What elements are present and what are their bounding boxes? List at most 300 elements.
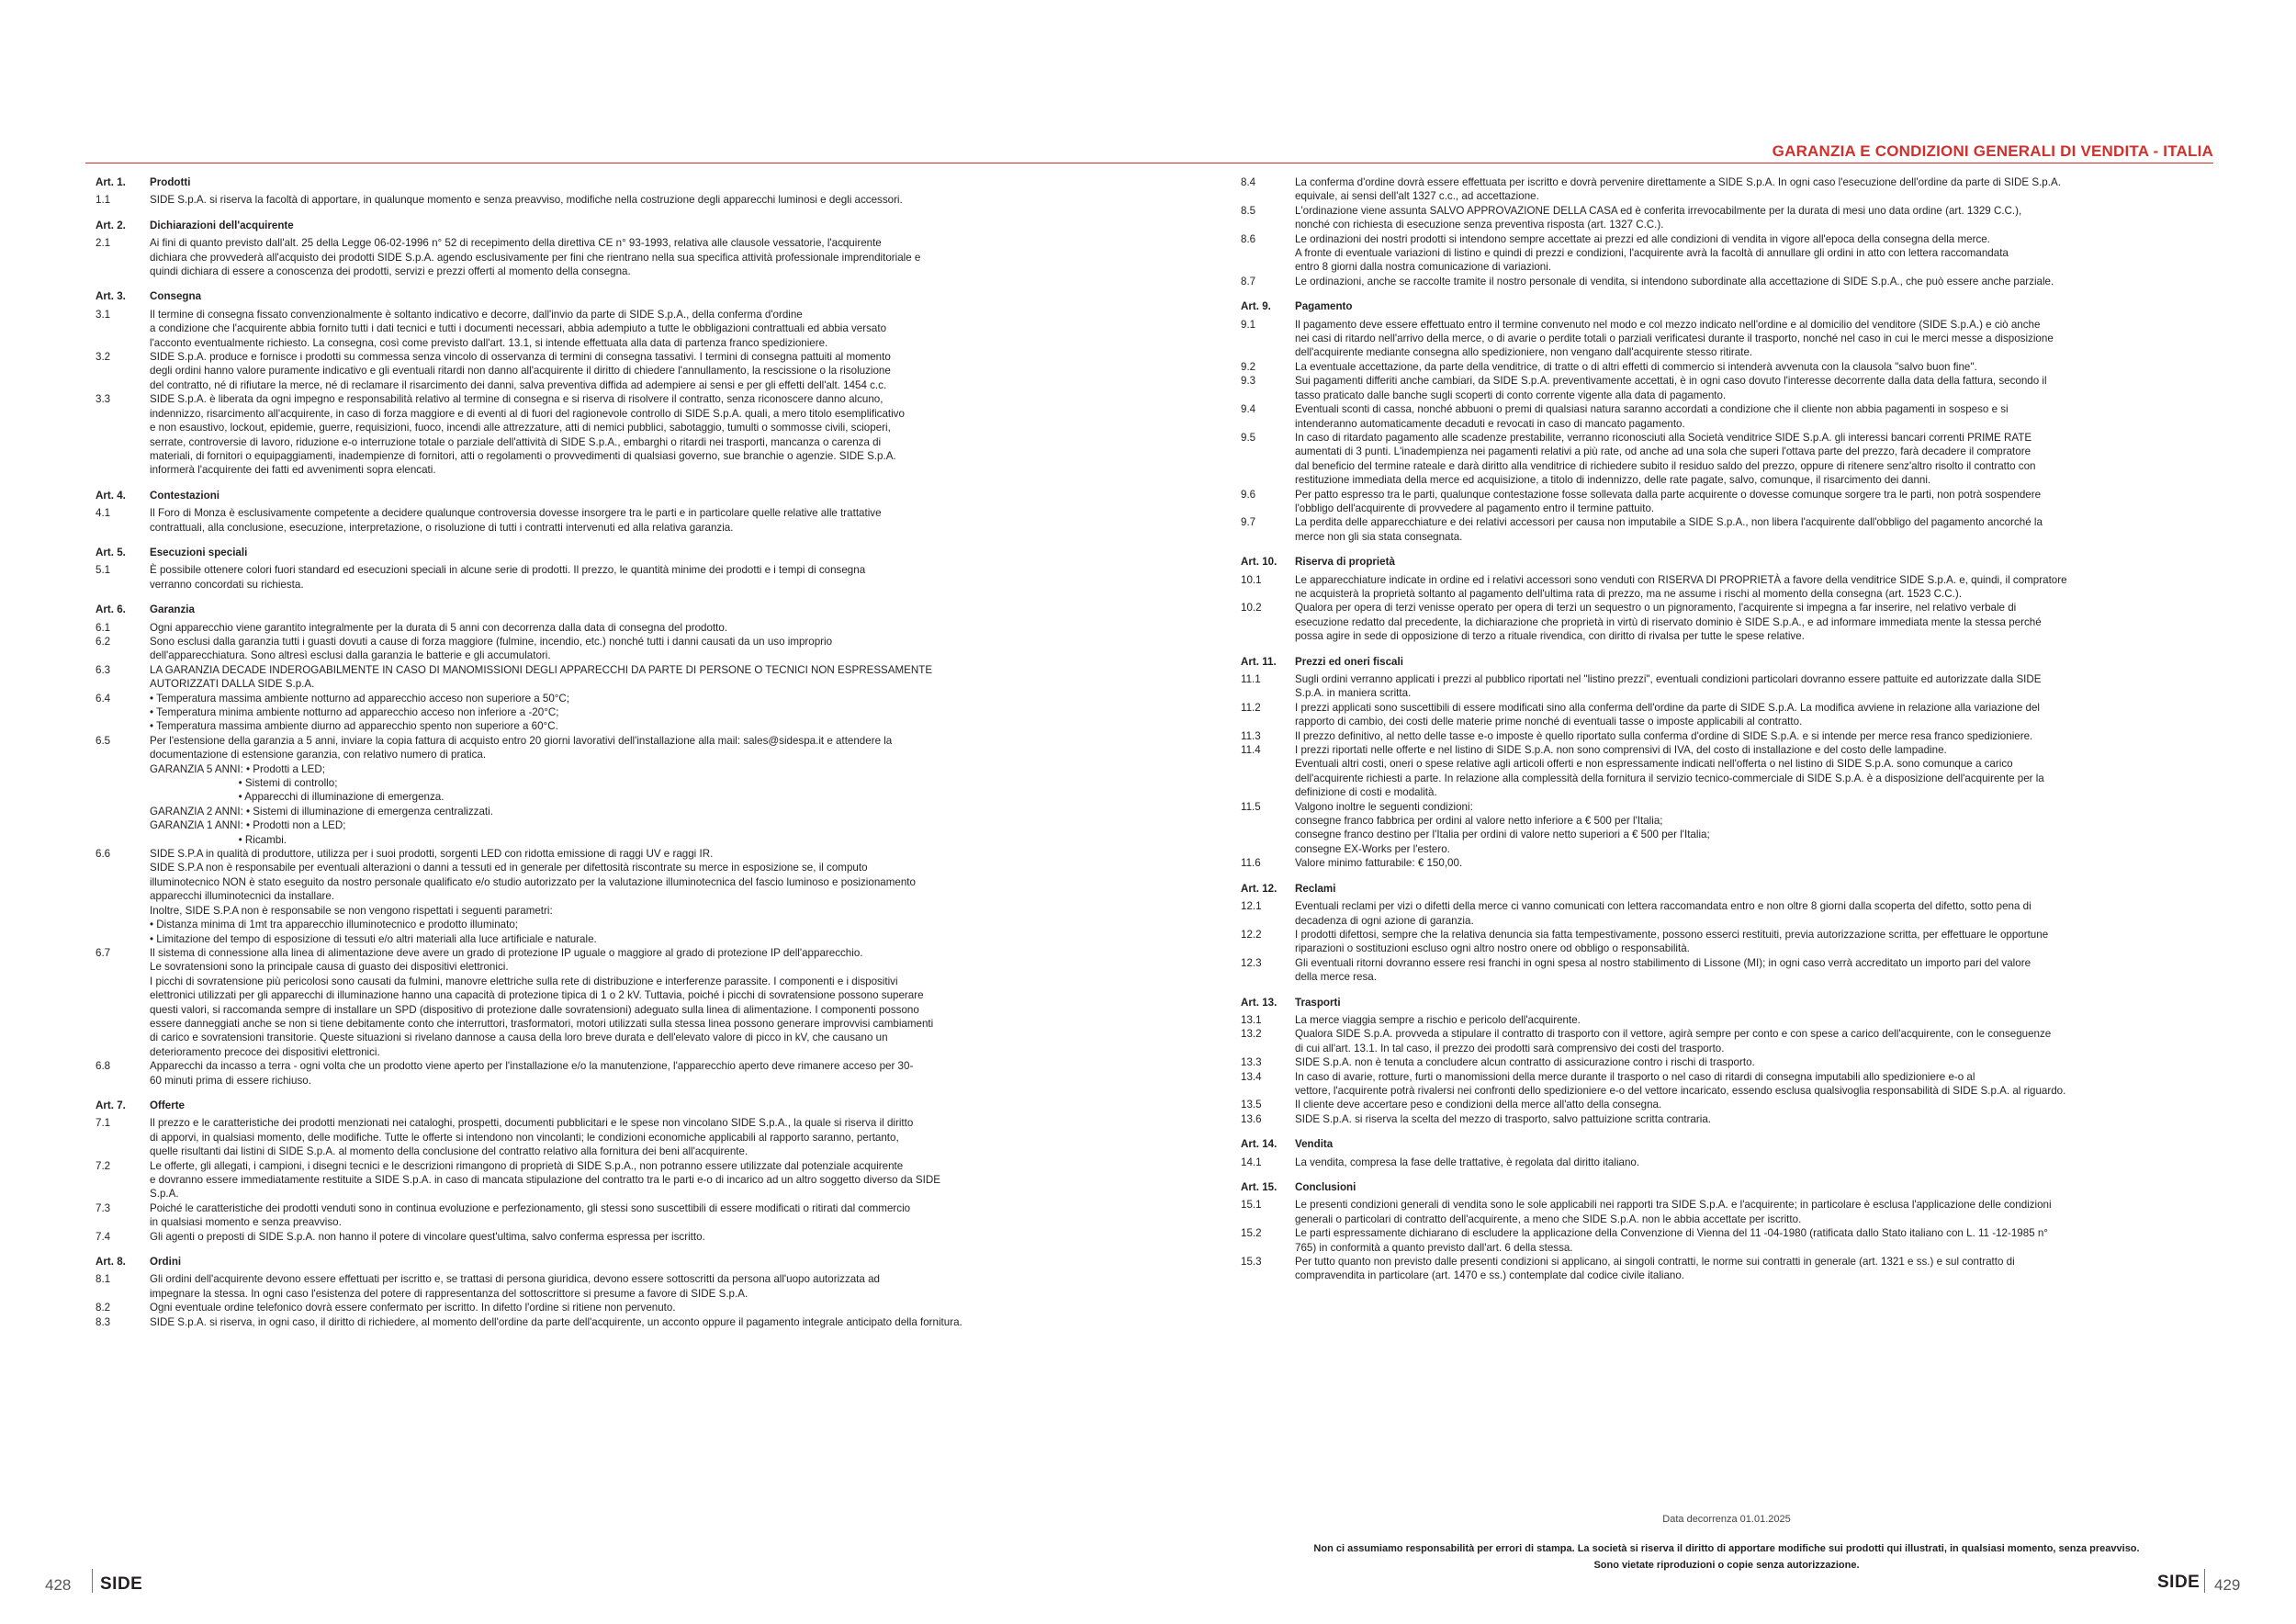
clause-text [150,308,1064,350]
clause-line: di apporvi, in qualsiasi momento, delle modifiche. Tutte le offerte si intendono non vincolanti; le condizioni economiche applicabili al rapporto saranno, pertanto, [150,1131,899,1144]
clause-number: 4.1 [96,507,111,520]
clause [1241,374,2212,402]
clause-line: dell'acquirente mediante consegna allo spedizioniere, non vengano dall'acquirente stesso ritirate. [1295,346,1753,359]
clause-number: 11.5 [1241,800,1261,813]
clause-line: dal beneficio del termine rateale e darà diritto alla venditrice di richiedere subito il residuo saldo del prezzo, oppure di ritenere senz'altro risolto il contratto con [1295,459,2036,472]
clause-text [1295,672,2212,701]
article-number: Art. 11. [1241,655,1277,668]
clause-line: • Distanza minima di 1mt tra apparecchio illuminotecnico e prodotto illuminato; [150,919,519,931]
clause-line: Ai fini di quanto previsto dall'alt. 25 della Legge 06-02-1996 n° 52 di recepimento della direttiva CE n° 93-1993, relativa alle clausole vessatorie, l'acquirente [150,237,882,250]
clause-line: I prezzi riportati nelle offerte e nel listino di SIDE S.p.A. non sono comprensivi di IVA, del costo di installazione e del costo delle lampadine. [1295,744,1947,757]
article-title: Garanzia [150,603,195,616]
clause [1241,402,2212,431]
clause-line: consegne franco fabbrica per ordini al valore netto inferiore a € 500 per l'Italia; [1295,815,1663,828]
clause-line: dell'apparecchiatura. Sono altresì esclusi dalla garanzia le batterie e gli accumulatori. [150,649,551,662]
article-number: Art. 10. [1241,556,1277,569]
clause [1241,1226,2212,1255]
page-number-left: 428 [45,1576,72,1594]
article-number: Art. 3. [96,290,126,303]
clause [1241,856,2212,870]
clause [96,1059,1064,1088]
clause [1241,573,2212,602]
clause [96,506,1064,535]
clause-line: contrattuali, alla conclusione, esecuzione, interpretazione, o risoluzione di tutti i contratti intervenuti ed alla relativa garanzia. [150,521,734,534]
clause-number: 9.3 [1241,375,1256,388]
clause-text [1295,431,2212,488]
article [96,603,1064,1088]
clause-line: ne acquisterà la proprietà soltanto al pagamento dell'ultima rata di prezzo, ma ne assume i rischi al momento della consegna (art. 1523 C.C.). [1295,587,1962,600]
clause-line: vettore, l'acquirente potrà rivalersi nei confronti dello spedizioniere e-o del vettore incaricato, essendo esclusa qualsivoglia responsabilità di SIDE S.p.A. al riguardo. [1295,1084,2066,1097]
clause-text [1295,175,2212,204]
clause-line: GARANZIA 2 ANNI: • Sistemi di illuminazione di emergenza centralizzati. [150,805,493,818]
clause-line: in qualsiasi momento e senza preavviso. [150,1216,342,1229]
clause-number: 8.1 [96,1273,111,1286]
clause [1241,899,2212,928]
clause-line: Le parti espressamente dichiarano di escludere la applicazione della Convenzione di Vienna del 11 -04-1980 (ratificata dallo Stato italiano con L. 11 -12-1985 n° [1295,1227,2048,1240]
clause-line: documentazione di estensione garanzia, con relativo numero di pratica. [150,749,487,761]
clause-line: l'acconto eventualmente richiesto. La consegna, così come previsto dall'art. 13.1, si intende effettuata alla data di partenza franco spedizioniere. [150,336,828,349]
clause [1241,956,2212,985]
clause-line: Qualora SIDE S.p.A. provveda a stipulare il contratto di trasporto con il vettore, agirà sempre per conto e con spese a carico dell'acquirente, con le conseguenze [1295,1028,2052,1041]
clause-number: 8.7 [1241,275,1256,288]
clause-line: SIDE S.p.A. si riserva, in ogni caso, il diritto di richiedere, al momento dell'ordine da parte dell'acquirente, un acconto oppure il pagamento integrale anticipato della fornitura. [150,1315,962,1328]
clause-line: Inoltre, SIDE S.P.A non è responsabile se non vengono rispettati i seguenti parametri: [150,904,553,917]
clause-line: Le presenti condizioni generali di vendita sono le sole applicabili nei rapporti tra SIDE S.p.A. e l'acquirente; in particolare è esclusa l'applicazione delle condizioni [1295,1199,2052,1212]
clause-line: • Ricambi. [150,833,287,846]
clause-line: Valore minimo fatturabile: € 150,00. [1295,857,1463,870]
right-column [1241,175,2212,1294]
clause-line: La conferma d'ordine dovrà essere effettuata per iscritto e dovrà pervenire direttamente a SIDE S.p.A. In ogni caso l'esecuzione dell'ordine da parte di SIDE S.p.A. [1295,176,2061,188]
clause [1241,729,2212,743]
clause [1241,1098,2212,1111]
article-heading [96,489,1064,502]
clause-number: 9.4 [1241,403,1256,416]
clause-line: • Apparecchi di illuminazione di emergenza. [150,791,445,804]
brand-logo-left: SIDE [100,1574,143,1594]
clause-line: Ogni eventuale ordine telefonico dovrà essere confermato per iscritto. In difetto l'ordine si ritiene non pervenuto. [150,1302,676,1314]
clause-line: In caso di ritardato pagamento alle scadenze prestabilite, verranno riconosciuti alla Società venditrice SIDE S.p.A. gli interessi bancari correnti PRIME RATE [1295,431,2032,444]
clause-line: della merce resa. [1295,971,1377,984]
clause-line: essere danneggiati anche se non si tiene debitamente conto che interruttori, trasformatori, motori utilizzati sulla stessa linea possono generare improvvisi cambiamenti [150,1017,934,1030]
clause-number: 6.1 [96,621,111,634]
clause-line: Gli eventuali ritorni dovranno essere resi franchi in ogni spesa al nostro stabilimento di Lissone (MI); in ogni caso verrà accreditato un importo pari del valore [1295,956,2032,969]
clause-line: impegnare la stessa. In ogni caso l'esistenza del potere di rappresentanza del sottoscrittore si presume a favore di SIDE S.p.A. [150,1287,748,1300]
clause-number: 12.3 [1241,956,1262,969]
clause-line: indennizzo, risarcimento all'acquirente, in caso di forza maggiore e di eventi al di fuori del ragionevole controllo di SIDE S.p.A. quali, a mero titolo esemplificativo [150,407,905,420]
clause [1241,743,2212,800]
clause-text [1295,374,2212,402]
clause [96,193,1064,207]
clause-text [150,1201,1064,1230]
clause-line: Il cliente deve accertare peso e condizioni della merce all'atto della consegna. [1295,1099,1662,1111]
clause [1241,431,2212,488]
article-number: Art. 12. [1241,882,1277,895]
clause-line: l'obbligo dell'acquirente di provvedere al pagamento entro il termine pattuito. [1295,502,1655,514]
clause-line: Per tutto quanto non previsto dalle presenti condizioni si applicano, ai singoli contratti, le norme sui contratti in generale (art. 1321 e ss.) e sul contratto di [1295,1256,2015,1269]
clause-number: 11.2 [1241,701,1261,714]
clause-line: Sui pagamenti differiti anche cambiari, da SIDE S.p.A. preventivamente accettati, è in ogni caso dovuto l'interesse decorrente dalla data della fattura, secondo il [1295,375,2047,388]
clause-number: 13.5 [1241,1099,1262,1111]
clause-number: 8.3 [96,1315,111,1328]
clause-line: SIDE S.p.A. produce e fornisce i prodotti su commessa senza vincolo di osservanza di termini di consegna tassativi. I termini di consegna pattuiti al momento [150,351,891,364]
clause-number: 8.5 [1241,204,1256,217]
clause-line: generali o particolari di contratto dell'acquirente, a meno che SIDE S.p.A. non le abbia accettate per iscritto. [1295,1212,1802,1225]
clause-text [150,506,1064,535]
clause [96,635,1064,663]
clause [1241,1156,2212,1169]
article [1241,996,2212,1127]
clause-line: La merce viaggia sempre a rischio e pericolo dell'acquirente. [1295,1013,1581,1026]
clause-line: A fronte di eventuale variazioni di listino e quindi di prezzi e condizioni, l'acquirente avrà la facoltà di annullare gli ordini in atto con lettera raccomandata [1295,247,2009,260]
clause [1241,175,2212,204]
clause-line: aumentati di 3 punti. L'inadempienza nei pagamenti relativi a più rate, od anche ad una sola che superi l'ottava parte del prezzo, farà decadere il compratore [1295,445,2032,458]
clause-text [150,692,1064,734]
clause-line: SIDE S.P.A non è responsabile per eventuali alterazioni o danni a tessuti ed in generale per difettosità riscontrate su merce in esposizione se, il computo [150,862,868,874]
clause-line: decadenza di ogni azione di garanzia. [1295,914,1474,927]
clause-number: 8.2 [96,1302,111,1314]
clause-line: SIDE S.P.A in qualità di produttore, utilizza per i suoi prodotti, sorgenti LED con ridotta emissione di raggi UV e raggi IR. [150,848,714,861]
clause-line: È possibile ottenere colori fuori standard ed esecuzioni speciali in alcune serie di prodotti. Il prezzo, le quantità minime dei prodotti e i tempi di consegna [150,564,866,577]
article-title: Vendita [1295,1138,1334,1151]
clause-line: La vendita, compresa la fase delle trattative, è regolata dal diritto italiano. [1295,1156,1640,1168]
clause-number: 10.2 [1241,602,1262,615]
clause-text [1295,928,2212,956]
clause-line: • Limitazione del tempo di esposizione di tessuti e/o altri materiali alla luce artificiale e naturale. [150,932,597,945]
clause-text [1295,1055,2212,1069]
clause-number: 13.6 [1241,1112,1262,1125]
article-number: Art. 13. [1241,996,1277,1009]
clause-line: verranno concordati su richiesta. [150,578,304,591]
clause [1241,488,2212,516]
clause-line: SIDE S.p.A. si riserva la scelta del mezzo di trasporto, salvo pattuizione scritta contraria. [1295,1112,1711,1125]
clause-line: Gli agenti o preposti di SIDE S.p.A. non hanno il potere di vincolare quest'ultima, salvo conferma espressa per iscritto. [150,1230,705,1243]
clause-number: 13.2 [1241,1028,1262,1041]
clause-line: a condizione che l'acquirente abbia fornito tutti i dati tecnici e tutti i documenti necessari, abbia adempiuto a tutte le obbligazioni contrattuali ed abbia versato [150,322,887,335]
clause-text [150,236,1064,278]
clause [96,308,1064,350]
clause [1241,515,2212,544]
article-heading [1241,1137,2212,1151]
article-number: Art. 15. [1241,1181,1277,1193]
clause-text [1295,856,2212,870]
clause-line: La perdita delle apparecchiature e dei relativi accessori per causa non imputabile a SIDE S.p.A., non libera l'acquirente dall'obbligo del pagamento ancorché la [1295,516,2043,529]
clause-number: 7.2 [96,1159,111,1172]
clause [1241,1255,2212,1283]
clause-line: consegne franco destino per l'Italia per ordini di valore netto superiori a € 500 per l'Italia; [1295,829,1710,841]
clause-line: di cui all'art. 13.1. In tal caso, il prezzo dei prodotti sarà comprensivo dei costi del trasporto. [1295,1042,1725,1054]
article [1241,1137,2212,1169]
clause-text [1295,601,2212,643]
clause-line: Il prezzo definitivo, al netto delle tasse e-o imposte è quello riportato sulla conferma d'ordine di SIDE S.p.A. e si intende per merce resa franco spedizioniere. [1295,729,2033,742]
clause-text [1295,275,2212,288]
clause-line: S.p.A. in maniera scritta. [1295,687,1412,700]
clause-line: Sono esclusi dalla garanzia tutti i guasti dovuti a cause di forza maggiore (fulmine, incendio, etc.) nonché tutti i danni causati da un uso improprio [150,635,833,648]
clause [96,1315,1064,1329]
clause-line: apparecchi illuminotecnici da installare. [150,890,335,903]
clause-line: merce non gli sia stata consegnata. [1295,530,1463,543]
clause-text [1295,729,2212,743]
clause-line: Il sistema di connessione alla linea di alimentazione deve avere un grado di protezione IP uguale o maggiore al grado di protezione IP dell'apparecchio. [150,946,863,959]
article-number: Art. 8. [96,1256,126,1269]
clause-line: Le offerte, gli allegati, i campioni, i disegni tecnici e le descrizioni rimangono di proprietà di SIDE S.p.A., non potranno essere utilizzate dal potenziale acquirente [150,1159,904,1172]
disclaimer-line-2: Sono vietate riproduzioni o copie senza autorizzazione. [1593,1560,1860,1571]
clause-number: 12.2 [1241,928,1262,941]
clause-text [150,392,1064,477]
clause [1241,672,2212,701]
clause-line: Poiché le caratteristiche dei prodotti venduti sono in continua evoluzione e perfezionamento, gli stessi sono suscettibili di essere modificati o ritirati dal commercio [150,1201,911,1214]
clause-line: equivale, ai sensi dell'alt 1327 c.c., ad accettazione. [1295,190,1539,203]
clause [96,946,1064,1059]
clause-number: 10.1 [1241,573,1262,586]
clause [1241,701,2212,729]
clause-number: 3.3 [96,393,111,406]
article-title: Trasporti [1295,996,1341,1009]
article [96,546,1064,592]
clause-line: Eventuali reclami per vizi o difetti della merce ci vanno comunicati con lettera raccomandata entro e non oltre 8 giorni dalla scoperta del difetto, sotto pena di [1295,900,2032,913]
clause-text [1295,1070,2212,1099]
article-title: Contestazioni [150,489,220,502]
clause-text [150,1159,1064,1201]
clause-line: Valgono inoltre le seguenti condizioni: [1295,800,1473,813]
article [96,1099,1064,1244]
clause-line: Il termine di consegna fissato convenzionalmente è soltanto indicativo e decorre, dall'invio da parte di SIDE S.p.A., della conferma d'ordine [150,308,803,321]
clause [1241,275,2212,288]
article-heading [1241,1180,2212,1194]
clause-text [1295,232,2212,275]
clause-line: illuminotecnico NON è stato eseguito da nostro personale qualificato e/o studio autorizzato per la valutazione illuminotecnica del fascio luminoso e posizionamento [150,875,916,888]
clause-number: 13.4 [1241,1070,1262,1083]
clause-number: 6.2 [96,635,111,648]
clause-text [150,663,1064,692]
clause-text [1295,360,2212,374]
clause-text [1295,1013,2212,1027]
article [1241,655,2212,871]
clause-line: SIDE S.p.A. si riserva la facoltà di apportare, in qualunque momento e senza preavviso, modifiche nella costruzione degli apparecchi luminosi e degli accessori. [150,194,903,207]
clause-line: intenderanno automaticamente decaduti e revocati in caso di mancato pagamento. [1295,417,1685,430]
clause-line: possa agire in sede di opposizione di terzo a rituale rivendica, con diritto di rivalsa per tutte le spese relative. [1295,630,1805,643]
clause-line: Eventuali altri costi, oneri o spese relative agli articoli offerti e non espressamente indicati nell'offerta o nel listino di SIDE S.p.A. sono comunque a carico [1295,758,2013,771]
clause-line: rapporto di cambio, dei costi delle materie prime nonché di eventuali tasse o imposte applicabili al contratto. [1295,716,1803,728]
clause-line: Le apparecchiature indicate in ordine ed i relativi accessori sono venduti con RISERVA DI PROPRIETÀ a favore della venditrice SIDE S.p.A. e, quindi, il compratore [1295,573,2067,586]
clause [96,1116,1064,1158]
clause-line: Il pagamento deve essere effettuato entro il termine convenuto nel modo e col mezzo indicato nell'ordine e al domicilio del venditore (SIDE S.p.A.) e ciò anche [1295,318,2041,331]
clause [96,621,1064,635]
clause [96,1272,1064,1301]
clause-line: Qualora per opera di terzi venisse operato per opera di terzi un sequestro o un pignoramento, l'acquirente si impegna a far inserire, nel relativo verbale di [1295,602,2017,615]
clause-number: 15.2 [1241,1227,1262,1240]
left-column [96,175,1064,1340]
page-title: GARANZIA E CONDIZIONI GENERALI DI VENDITA - ITALIA [1772,142,2213,160]
clause [1241,1027,2212,1055]
footer-separator [2204,1569,2205,1593]
article-title: Pagamento [1295,300,1353,313]
clause-line: Le sovratensioni sono la principale causa di guasto dei dispositivi elettronici. [150,961,509,974]
clause-text [1295,899,2212,928]
clause-line: SIDE S.p.A. non è tenuta a concludere alcun contratto di assicurazione contro i rischi di trasporto. [1295,1056,1755,1069]
disclaimer [1241,1540,2212,1573]
article-number: Art. 2. [96,219,126,231]
article-title: Dichiarazioni dell'acquirente [150,219,294,231]
clause-number: 9.1 [1241,318,1256,331]
page-number-right: 429 [2214,1576,2241,1594]
clause [96,236,1064,278]
clause-line: e non esaustivo, lockout, epidemie, guerre, requisizioni, fuoco, incendi alle attrezzature, atti di nemici pubblici, sabotaggio, tumulti o sommosse civili, scioperi, [150,422,891,434]
clause-line: L'ordinazione viene assunta SALVO APPROVAZIONE DELLA CASA ed è conferita irrevocabilmente per la durata di mesi uno data ordine (art. 1329 C.C.), [1295,204,2022,217]
clause-text [150,621,1064,635]
clause [96,1230,1064,1244]
clause [1241,1198,2212,1226]
clause-number: 9.7 [1241,516,1256,529]
article-title: Reclami [1295,882,1336,895]
clause-line: e dovranno essere immediatamente restituite a SIDE S.p.A. in caso di mancata stipulazione del contratto tra le parti e-o di incarico ad un altro soggetto diverso da SIDE [150,1174,940,1186]
clause [96,563,1064,592]
article-heading [96,1099,1064,1112]
article-number: Art. 6. [96,603,126,616]
clause-text [150,1059,1064,1088]
clause-line: nei casi di ritardo nell'arrivo della merce, o di avarie o perdite totali o parziali verificatesi durante il trasporto, nonché nel caso in cui le merci messe a disposizione [1295,333,2054,345]
clause-number: 7.4 [96,1230,111,1243]
clause-line: GARANZIA 1 ANNI: • Prodotti non a LED; [150,819,346,832]
clause-line: I prezzi applicati sono suscettibili di essere modificati sino alla conferma dell'ordine da parte di SIDE S.p.A. La modifica avviene in relazione alla variazione del [1295,701,2040,714]
clause-line: informerà l'acquirente dei fatti ed avvenimenti sopra elencati. [150,464,436,477]
clause-line: riparazioni o sostituzioni escluso ogni altro nostro onere od obbligo o responsabilità. [1295,942,1690,955]
clause-line: GARANZIA 5 ANNI: • Prodotti a LED; [150,762,325,775]
clause-line: nonché con richiesta di esecuzione senza preventiva risposta (art. 1327 C.C.). [1295,219,1664,231]
clause [1241,1070,2212,1099]
clause-line: I prodotti difettosi, sempre che la relativa denuncia sia fatta tempestivamente, possono esserci restituiti, previa autorizzazione scritta, per effettuare le opportune [1295,928,2049,941]
clause [96,1301,1064,1314]
clause-line: La eventuale accettazione, da parte della venditrice, di tratte o di altri effetti di commercio si intenderà avvenuta con la clausola "salvo buon fine". [1295,360,1977,373]
clause-number: 8.6 [1241,232,1256,245]
clause-line: quelle risultanti dai listini di SIDE S.p.A. al momento della conclusione del contratto relativo alla fornitura dei beni all'acquirente. [150,1145,748,1158]
article-title: Consegna [150,290,202,303]
clause-text [1295,701,2212,729]
article [1241,1180,2212,1283]
clause-line: Ogni apparecchio viene garantito integralmente per la durata di 5 anni con decorrenza dalla data di consegna del prodotto. [150,621,728,634]
article-heading [1241,882,2212,896]
clause [1241,360,2212,374]
clause-text [1295,743,2212,800]
article-heading [96,1255,1064,1269]
clause-text [1295,956,2212,985]
clause-line: materiali, di fornitori o equipaggiamenti, inadempienze di fornitori, atti o regolamenti o provvedimenti di qualsiasi governo, sue branchie o agenzie. SIDE S.p.A. [150,449,896,462]
clause-line: del contratto, né di rifiutare la merce, né di reclamare il risarcimento dei danni, salva preventiva diffida ad adempiere ai sensi e per gli effetti dell'alt. 1454 c.c. [150,378,887,391]
clause-number: 11.1 [1241,673,1261,685]
clause [96,392,1064,477]
article-number: Art. 7. [96,1099,126,1111]
article [96,175,1064,208]
article-title: Conclusioni [1295,1181,1356,1193]
clause-number: 11.4 [1241,744,1261,757]
article [96,1255,1064,1329]
clause-line: tasso praticato dalle banche sugli scoperti di conto corrente vigente alla data di pagamento. [1295,389,1727,401]
effective-date: Data decorrenza 01.01.2025 [1662,1514,1791,1525]
article [96,489,1064,535]
clause-line: esecuzione redatto dal precedente, la dichiarazione che proprietà in virtù di riservato dominio è SIDE S.p.A., e ad informare immediata mente la stessa perché [1295,615,2042,628]
article [96,219,1064,279]
clause-line: questi valori, si raccomanda sempre di installare un SPD (dispositivo di protezione dalle sovratensioni) adeguato sulla linea di alimentazione. I componenti possono [150,1003,919,1016]
clause-line: degli ordini hanno valore puramente indicativo e gli eventuali ritardi non danno all'acquirente il diritto di chiedere l'annullamento, la rescissione o la risoluzione [150,365,891,378]
clause [1241,204,2212,232]
clause-line: di carico e sovratensioni transitorie. Queste situazioni si rivelano dannose a causa della loro breve durata e dell'elevato valore di picco in kV, che causano un [150,1032,888,1044]
clause [1241,800,2212,857]
clause-text [150,563,1064,592]
article-title: Riserva di proprietà [1295,556,1395,569]
clause-text [150,847,1064,946]
article-heading [1241,655,2212,669]
clause-line: AUTORIZZATI DALLA SIDE S.p.A. [150,678,315,691]
clause-text [1295,1198,2212,1226]
article-heading [96,219,1064,232]
clause-text [150,193,1064,207]
clause-text [150,1116,1064,1158]
clause-line: In caso di avarie, rotture, furti o manomissioni della merce durante il trasporto o nel caso di ritardi di consegna imputabili allo spedizioniere e-o al [1295,1070,1975,1083]
clause-line: 765) in conformità a quanto previsto dall'art. 6 della stessa. [1295,1241,1573,1254]
clause-text [150,635,1064,663]
clause-text [1295,204,2212,232]
clause-line: • Sistemi di controllo; [150,777,338,790]
clause-number: 6.3 [96,663,111,676]
clause-text [1295,515,2212,544]
clause [1241,318,2212,360]
clause-number: 6.4 [96,692,111,705]
clause-text [150,1230,1064,1244]
clause [1241,232,2212,275]
clause-number: 11.3 [1241,729,1261,742]
clause [1241,928,2212,956]
clause-line: • Temperatura massima ambiente diurno ad apparecchio spento non superiore a 60°C. [150,720,558,733]
clause-number: 14.1 [1241,1156,1262,1168]
clause-number: 1.1 [96,194,111,207]
clause-text [1295,1112,2212,1126]
clause [1241,1013,2212,1027]
clause-number: 11.6 [1241,857,1261,870]
article-number: Art. 9. [1241,300,1271,313]
article-heading [96,175,1064,189]
clause-line: definizione di costi e modalità. [1295,786,1437,799]
clause-line: Le ordinazioni dei nostri prodotti si intendono sempre accettate ai prezzi ed alle condizioni di vendita in vigore all'epoca della consegna della merce. [1295,232,1990,245]
article-number: Art. 14. [1241,1138,1277,1151]
clause-line: dell'acquirente richiesti a parte. In relazione alla complessità della fornitura il servizio tecnico-commerciale di SIDE S.p.A. è a disposizione dell'acquirente per la [1295,772,2044,784]
clause-text [1295,1027,2212,1055]
clause-number: 6.7 [96,946,111,959]
clause-text [1295,1098,2212,1111]
clause-line: Eventuali sconti di cassa, nonché abbuoni o premi di qualsiasi natura saranno accordati a condizione che il cliente non abbia pagamenti in sospeso e si [1295,403,2009,416]
article-title: Prezzi ed oneri fiscali [1295,655,1403,668]
clause-text [1295,800,2212,857]
clause-text [150,350,1064,392]
clause-number: 3.1 [96,308,111,321]
clause-text [1295,402,2212,431]
clause-line: Gli ordini dell'acquirente devono essere effettuati per iscritto e, se trattasi di persona giuridica, devono essere sottoscritti da persona all'uopo autorizzata ad [150,1273,880,1286]
clause [1241,1055,2212,1069]
article-title: Esecuzioni speciali [150,546,248,558]
clause-number: 6.5 [96,734,111,747]
clause-number: 3.2 [96,351,111,364]
clause-number: 6.8 [96,1060,111,1073]
clause-text [150,1301,1064,1314]
article [96,289,1064,477]
article [1241,882,2212,985]
brand-logo-right: SIDE [2157,1573,2200,1592]
clause-number: 5.1 [96,564,111,577]
clause-line: Sugli ordini verranno applicati i prezzi al pubblico riportati nel "listino prezzi", eventuali condizioni particolari dovranno essere pattuite ed autorizzate dalla SIDE [1295,673,2042,685]
clause-text [1295,573,2212,602]
clause-number: 12.1 [1241,900,1262,913]
clause-text [1295,1255,2212,1283]
clause-line: LA GARANZIA DECADE INDEROGABILMENTE IN CASO DI MANOMISSIONI DEGLI APPARECCHI DA PARTE DI PERSONE O TECNICI NON ESPRESSAMENTE [150,663,933,676]
article-number: Art. 5. [96,546,126,558]
